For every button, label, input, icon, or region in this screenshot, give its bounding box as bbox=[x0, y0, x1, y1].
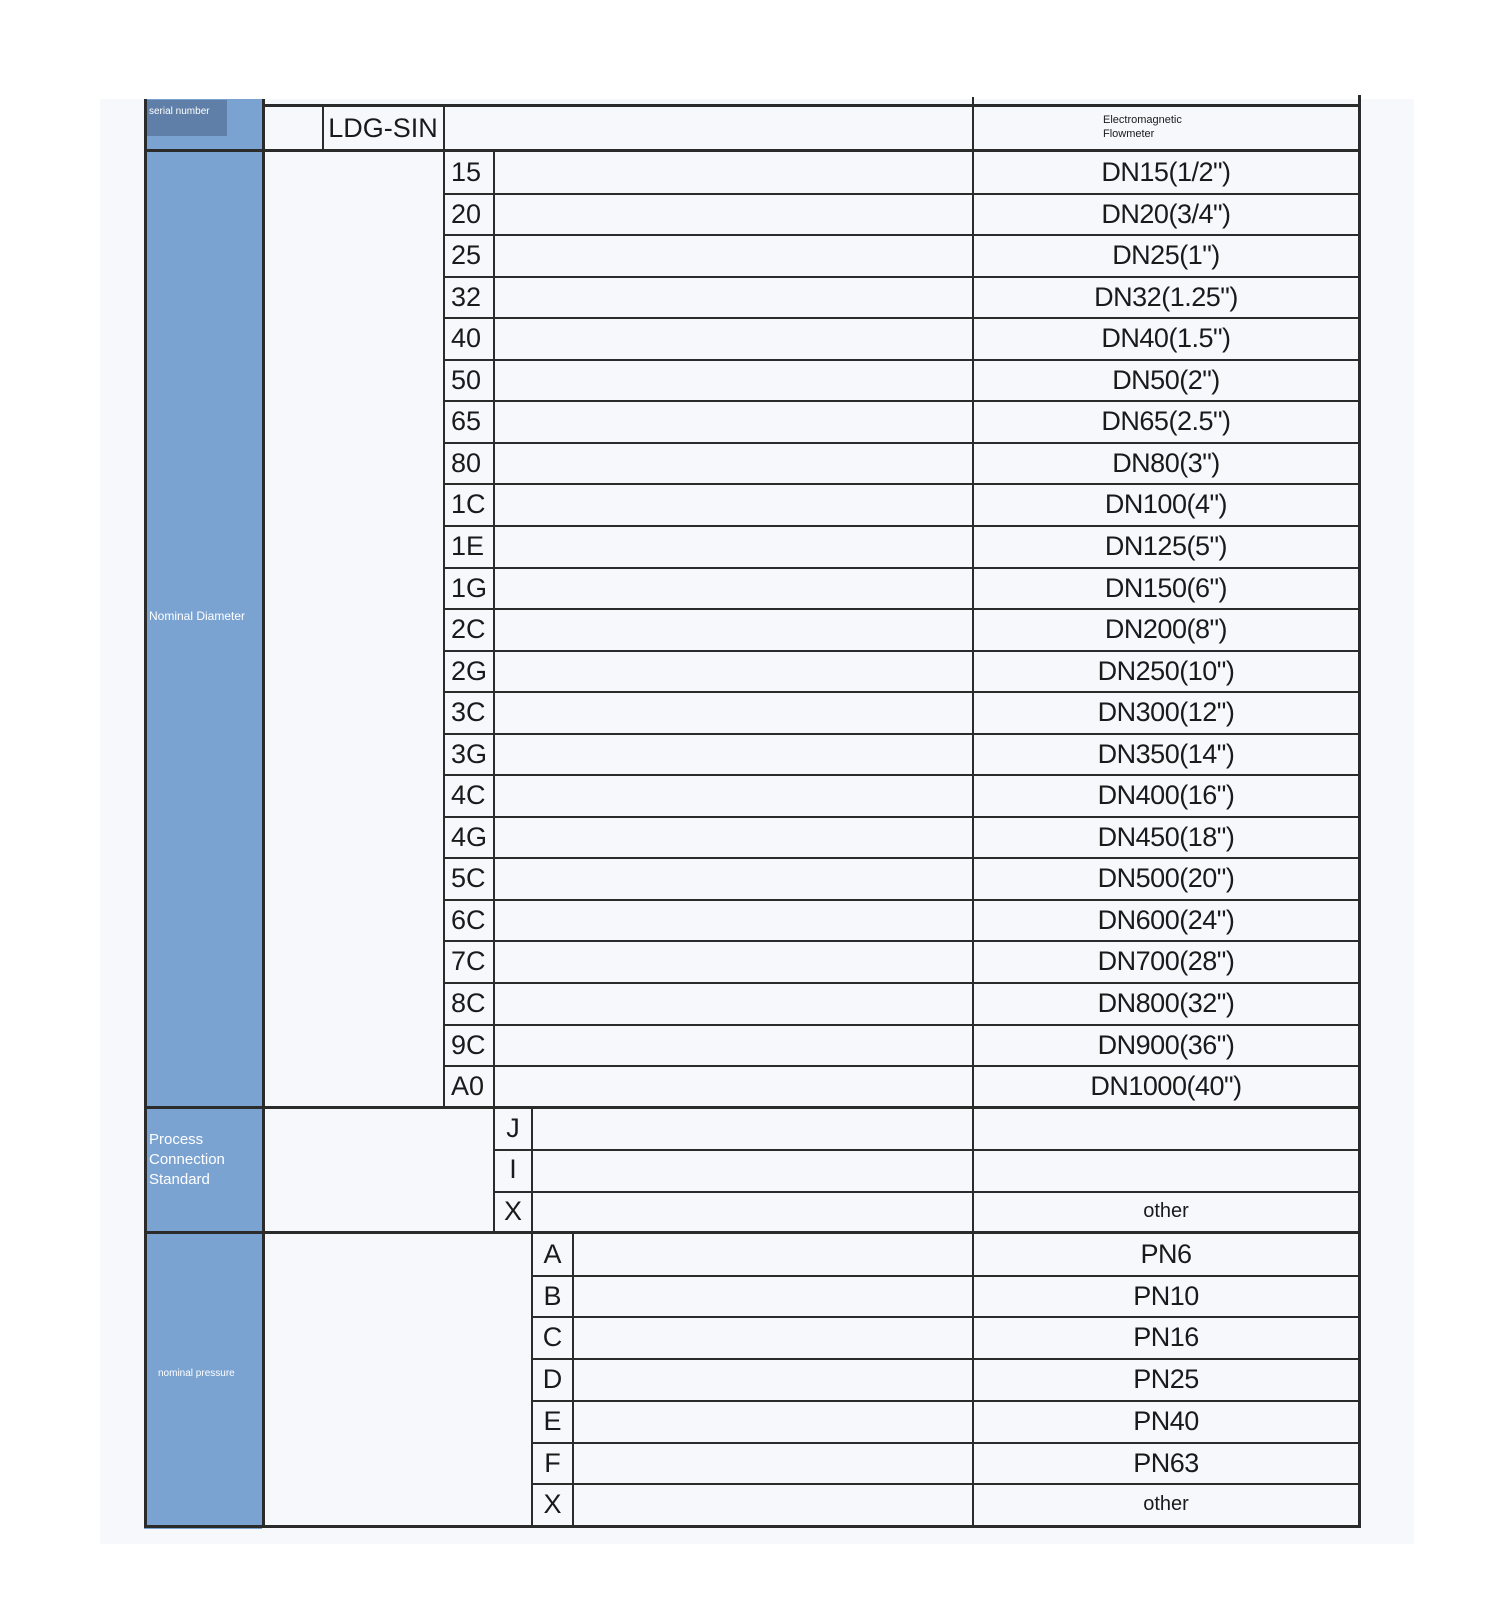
diameter-code: 9C bbox=[451, 1029, 486, 1060]
diameter-desc: DN1000(40") bbox=[1090, 1070, 1242, 1101]
diameter-code: 3G bbox=[451, 738, 488, 769]
diameter-code: 3C bbox=[451, 696, 486, 727]
diameter-desc: DN700(28") bbox=[1097, 945, 1235, 976]
connection-desc bbox=[974, 1108, 1358, 1149]
diameter-desc: DN800(32") bbox=[1097, 987, 1235, 1018]
pressure-desc: other bbox=[1143, 1492, 1189, 1515]
diameter-desc: DN100(4") bbox=[1104, 488, 1228, 519]
diameter-desc: DN600(24") bbox=[1097, 904, 1235, 935]
category-bar bbox=[144, 99, 262, 1529]
diameter-desc: DN300(12") bbox=[1097, 696, 1235, 727]
pressure-code: B bbox=[543, 1280, 562, 1311]
pressure-desc: PN10 bbox=[1133, 1280, 1199, 1311]
diameter-desc: DN20(3/4") bbox=[1101, 198, 1231, 229]
diameter-code: 8C bbox=[451, 987, 486, 1018]
diameter-code: 4G bbox=[451, 821, 488, 852]
connection-code: X bbox=[503, 1196, 522, 1226]
grid-line-v bbox=[493, 151, 495, 1107]
pressure-desc: PN25 bbox=[1133, 1363, 1199, 1394]
diameter-code: 1G bbox=[451, 572, 488, 603]
diameter-code: 5C bbox=[451, 862, 486, 893]
product-description: Electromagnetic Flowmeter bbox=[1103, 114, 1182, 140]
grid-line-v bbox=[443, 104, 445, 151]
connection-code: I bbox=[509, 1154, 517, 1184]
serial-number-label: serial number bbox=[149, 106, 210, 117]
diameter-desc: DN25(1") bbox=[1112, 239, 1220, 270]
diameter-code: 2G bbox=[451, 655, 488, 686]
diameter-code: 2C bbox=[451, 613, 486, 644]
connection-desc bbox=[974, 1149, 1358, 1190]
process-connection-label: Process Connection Standard bbox=[149, 1131, 225, 1188]
diameter-code: 1E bbox=[451, 530, 485, 561]
diameter-code: 6C bbox=[451, 904, 486, 935]
pressure-desc: PN40 bbox=[1133, 1405, 1199, 1436]
diameter-desc: DN250(10") bbox=[1097, 655, 1235, 686]
nominal-diameter-label: Nominal Diameter bbox=[149, 609, 246, 623]
pressure-desc: PN16 bbox=[1133, 1321, 1199, 1352]
connection-code: J bbox=[506, 1113, 520, 1143]
diameter-desc: DN50(2") bbox=[1112, 364, 1220, 395]
pressure-desc: PN6 bbox=[1140, 1238, 1192, 1269]
diameter-code: 40 bbox=[451, 322, 482, 353]
diameter-desc: DN125(5") bbox=[1104, 530, 1228, 561]
pressure-code: A bbox=[543, 1238, 562, 1269]
diameter-desc: DN900(36") bbox=[1097, 1029, 1235, 1060]
diameter-code: 65 bbox=[451, 405, 482, 436]
grid-line-v bbox=[531, 1108, 533, 1232]
connection-desc: other bbox=[1143, 1200, 1189, 1222]
diameter-desc: DN65(2.5") bbox=[1101, 405, 1231, 436]
diameter-code: 80 bbox=[451, 447, 482, 478]
pressure-code: F bbox=[544, 1447, 561, 1478]
diameter-desc: DN400(16") bbox=[1097, 779, 1235, 810]
grid-line-v bbox=[322, 104, 324, 151]
diameter-code: 25 bbox=[451, 239, 482, 270]
series-code: LDG-SIN bbox=[328, 112, 438, 143]
diameter-code: 4C bbox=[451, 779, 486, 810]
grid-line-v bbox=[262, 99, 265, 1528]
diameter-desc: DN350(14") bbox=[1097, 738, 1235, 769]
diameter-code: 1C bbox=[451, 488, 486, 519]
diameter-desc: DN15(1/2") bbox=[1101, 156, 1231, 187]
diameter-code: 20 bbox=[451, 198, 482, 229]
diameter-desc: DN200(8") bbox=[1104, 613, 1228, 644]
pressure-code: X bbox=[543, 1488, 562, 1519]
diameter-code: 15 bbox=[451, 156, 482, 187]
pressure-code: E bbox=[543, 1405, 562, 1436]
pressure-desc: PN63 bbox=[1133, 1447, 1199, 1478]
grid-line-v bbox=[1358, 95, 1361, 1528]
diameter-desc: DN80(3") bbox=[1112, 447, 1220, 478]
grid-line-h bbox=[144, 1525, 1360, 1528]
diameter-code: 7C bbox=[451, 945, 486, 976]
diameter-code: A0 bbox=[451, 1070, 485, 1101]
diameter-desc: DN500(20") bbox=[1097, 862, 1235, 893]
grid-line-v bbox=[144, 99, 147, 1528]
diameter-desc: DN40(1.5") bbox=[1101, 322, 1231, 353]
grid-line-h bbox=[262, 104, 1360, 107]
nominal-pressure-label: nominal pressure bbox=[158, 1368, 235, 1379]
diameter-desc: DN32(1.25") bbox=[1094, 281, 1238, 312]
diameter-code: 32 bbox=[451, 281, 482, 312]
diameter-desc: DN450(18") bbox=[1097, 821, 1235, 852]
pressure-code: D bbox=[542, 1363, 563, 1394]
pressure-code: C bbox=[542, 1321, 563, 1352]
diameter-desc: DN150(6") bbox=[1104, 572, 1228, 603]
diameter-code: 50 bbox=[451, 364, 482, 395]
